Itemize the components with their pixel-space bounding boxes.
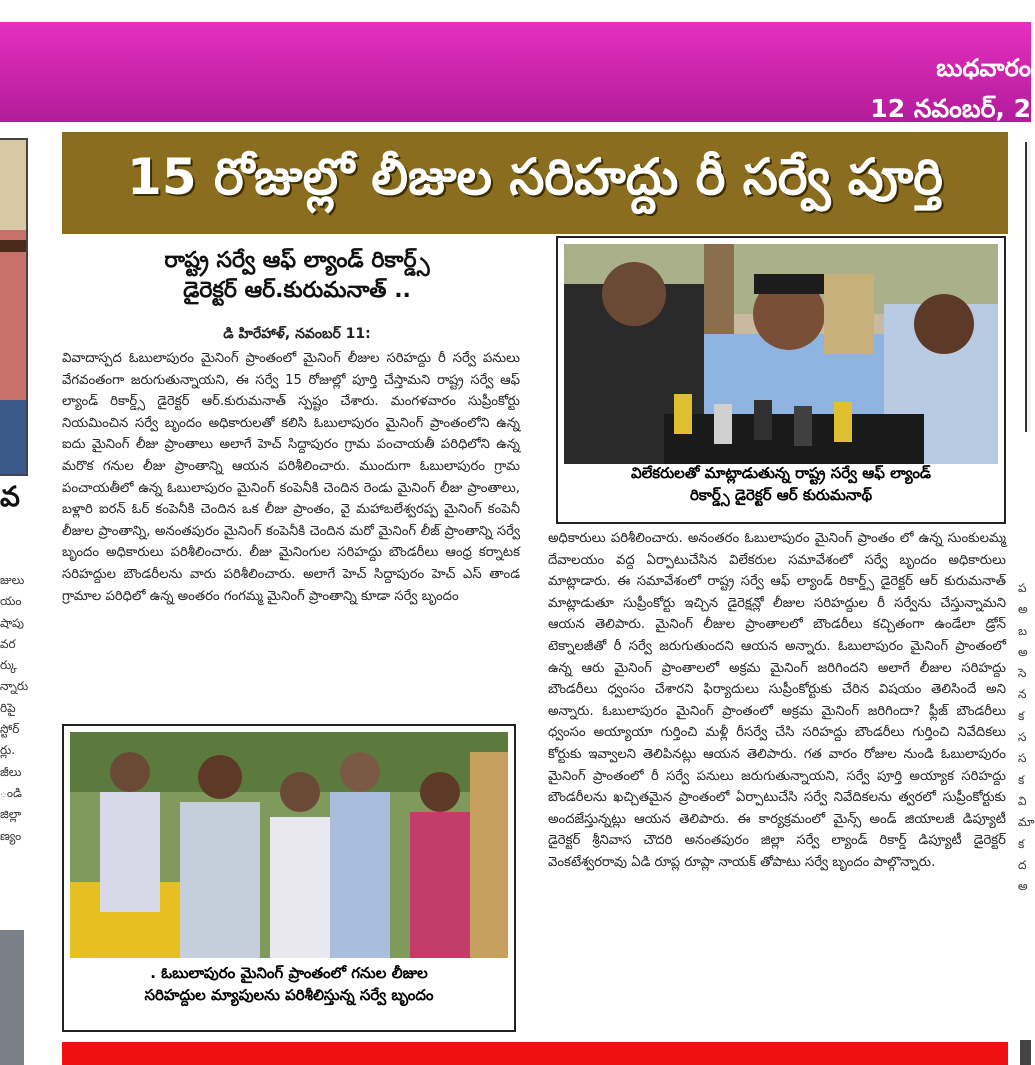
photo-press-meet: [556, 236, 1006, 524]
masthead: [0, 22, 1031, 122]
press-meet-caption: విలేకరులతో మాట్లాడుతున్న రాష్ట్ర సర్వే ఆఫ్ ల్యాండ్ రికార్డ్స్ డైరెక్టర్ ఆర్ కురుమనాథ్: [630, 464, 932, 504]
adjacent-article-text-left: జులు యం షాపు వర ర్కు న్నారు రిపై స్టోర్ ర్లు. జీలు ండి జిల్లా ణ్యం: [0, 573, 29, 843]
masthead-weekday: బుధవారం: [936, 54, 1031, 82]
subheading-line: రాష్ట్ర సర్వే ఆఫ్ ల్యాండ్ రికార్డ్స్: [164, 248, 430, 273]
top-margin: [0, 0, 1031, 22]
headline-band: [62, 132, 1008, 234]
subheading-line: డైరెక్టర్ ఆర్.కురుమనాత్ ..: [183, 278, 411, 303]
survey-team-caption: . ఓబులాపురం మైనింగ్ ప్రాంతంలో గనుల లీజుల సరిహద్దుల మ్యాపులను పరిశీలిస్తున్న సర్వే బృందం: [144, 964, 434, 1004]
article-dateline: డి హిరేహాళ్, నవంబర్ 11:: [223, 326, 371, 342]
photo-survey-team: [62, 724, 516, 1032]
article-subheading: [62, 246, 532, 306]
masthead-date: 12 నవంబర్, 2: [870, 94, 1031, 123]
article-body-column-1: వివాదాస్పద ఓబులాపురం మైనింగ్ ప్రాంతంలో మైనింగ్ లీజుల సరిహద్దు రీ సర్వే పనులు వేగవంతంగా జరుగుతున్నాయని, ఈ సర్వే 15 రోజుల్లో పూర్తి చేస్తామని రాష్ట్ర సర్వే ఆఫ్ ల్యాండ్ రికార్డ్స్ డైరెక్టర్ ఆర్.కురుమనాత్ స్పష్టం చేశారు. మంగళవారం సుప్రీంకోర్టు నియమించిన సర్వే బృందం అధికారులతో కలిసి ఓబులాపురం మైనింగ్ ప్రాంతంలోని ఉన్న ఐదు మైనింగ్ లీజు ప్రాంతాలు అలాగే హెచ్ సిద్దాపురం గ్రామ పంచాయతీ పరిధిలోని ఉన్న మరొక గనుల లీజు ప్రాంతాన్ని ఆయన పరిశీలించారు. ముందుగా ఓబులాపురం గ్రామ పంచాయతీలో ఉన్న ఓబులాపురం మైనింగ్ కంపెనీకి చెందిన రెండు మైనింగ్ లీజు ప్రాంతాలు, బళ్లారి ఐరన్ ఓర్ కంపెనీకి చెందిన ఒక లీజు ప్రాంతం, వై మహాబలేశ్వరప్ప మైనింగ్ కంపెనీ లీజుల ప్రాంతాన్ని, అనంతపురం మైనింగ్ కంపెనీకి చెందిన మరో మైనింగ్ లీజ్ ప్రాంతాన్ని సర్వే బృందం అధికారులు పరిశీలించారు. లీజు మైనింగుల సరిహద్దు బౌండరీలు ఆంధ్ర కర్నాటక సరిహద్దుల బౌండరీలను వారు పరిశీలించారు. అలాగే హెచ్ సిద్దాపురం హెచ్ ఎస్ తాండ గ్రామాల పరిధిలో ఉన్న అంతరం గంగమ్మ మైనింగ్ ప్రాంతాన్ని కూడా సర్వే బృందం: [62, 351, 520, 604]
press-meet-image: [564, 244, 998, 464]
adjacent-article-corner: [1020, 1040, 1031, 1065]
adjacent-article-box-right: [1025, 142, 1031, 432]
survey-team-image: [70, 732, 508, 958]
adjacent-article-text-right: ప అ బ అ సె న క స స క వి మా క ద అ: [1018, 581, 1035, 894]
adjacent-article-photo-bottom: [0, 930, 24, 1065]
adjacent-article-photo: [0, 138, 28, 476]
article-headline: 15 రోజుల్లో లీజుల సరిహద్దు రీ సర్వే పూర్తి: [127, 147, 943, 206]
adjacent-article-heading: వ: [0, 480, 20, 513]
bottom-red-bar: [62, 1042, 1008, 1065]
article-body-column-2: అధికారులు పరిశీలించారు. అనంతరం ఓబులాపురం మైనింగ్ ప్రాంతం లో ఉన్న సుంకులమ్మ దేవాలయం వద్ద ఏర్పాటుచేసిన విలేకరుల సమావేశంలో సర్వే బృందం అధికారులు మాట్లాడారు. ఈ సమావేశంలో రాష్ట్ర సర్వే ఆఫ్ ల్యాండ్ రికార్డ్స్ డైరెక్టర్ ఆర్ కురుమనాత్ మాట్లాడుతూ సుప్రీంకోర్టు ఇచ్చిన డైరెక్షన్లో లీజుల సరిహద్దుల రీ సర్వేను చేస్తున్నామని ఆయన తెలిపారు. మైనింగ్ లీజుల ప్రాంతాలలో బౌండరీలు కచ్చితంగా ఉండేలా డ్రోన్ టెక్నాలజీతో రీ సర్వే జరుగుతుందని ఆయన అన్నారు. ఓబులాపురం మైనింగ్ ప్రాంతంలో ఉన్న ఆరు మైనింగ్ ప్రాంతాలలో అక్రమ మైనింగ్ జరిగిందని అలాగే లీజుల సరిహద్దు బౌండరీలు ధ్వంసం చేశారని ఫిర్యాదులు సుప్రీంకోర్టుకు చేరిన విషయం తెలిసిందే అని అన్నారు. ఓబులాపురం మైనింగ్ ప్రాంతంలో అక్రమ మైనింగ్ జరిగిందా? ఫ్లీజ్ బౌండరీలు ధ్వంసం అయ్యాయా గుర్తించి మళ్లీ రీసర్వే చేసి సరిహద్దు బౌండరీలు గుర్తించి నివేదికలు కోర్టుకు ఇవ్వాలని తెలిపినట్లు ఆయన తెలిపారు. గత వారం రోజుల నుండి ఓబులాపురం మైనింగ్ ప్రాంతంలో రీ సర్వే పనులు జరుగుతున్నాయని, సర్వే పూర్తి అయ్యాక సరిహద్దు బౌండరీలను ఖచ్చితమైన ప్రాంతంలో ఏర్పాటుచేసి సర్వే నివేదికలను త్వరలో సుప్రీంకోర్టుకు అందజేస్తున్నట్లు ఆయన తెలిపారు. ఈ కార్యక్రమంలో మైన్స్ అండ్ జియాలజీ డిప్యూటీ డైరెక్టర్ శ్రీనివాస చౌదరి అనంతపురం జిల్లా సర్వే ల్యాండ్ రికార్డ్ డిప్యూటీ డైరెక్టర్ వెంకటేశ్వరరావు ఏడి రూప్ల రూప్లా నాయక్ తోపాటు సర్వే బృందం పాల్గొన్నారు.: [548, 531, 1006, 870]
